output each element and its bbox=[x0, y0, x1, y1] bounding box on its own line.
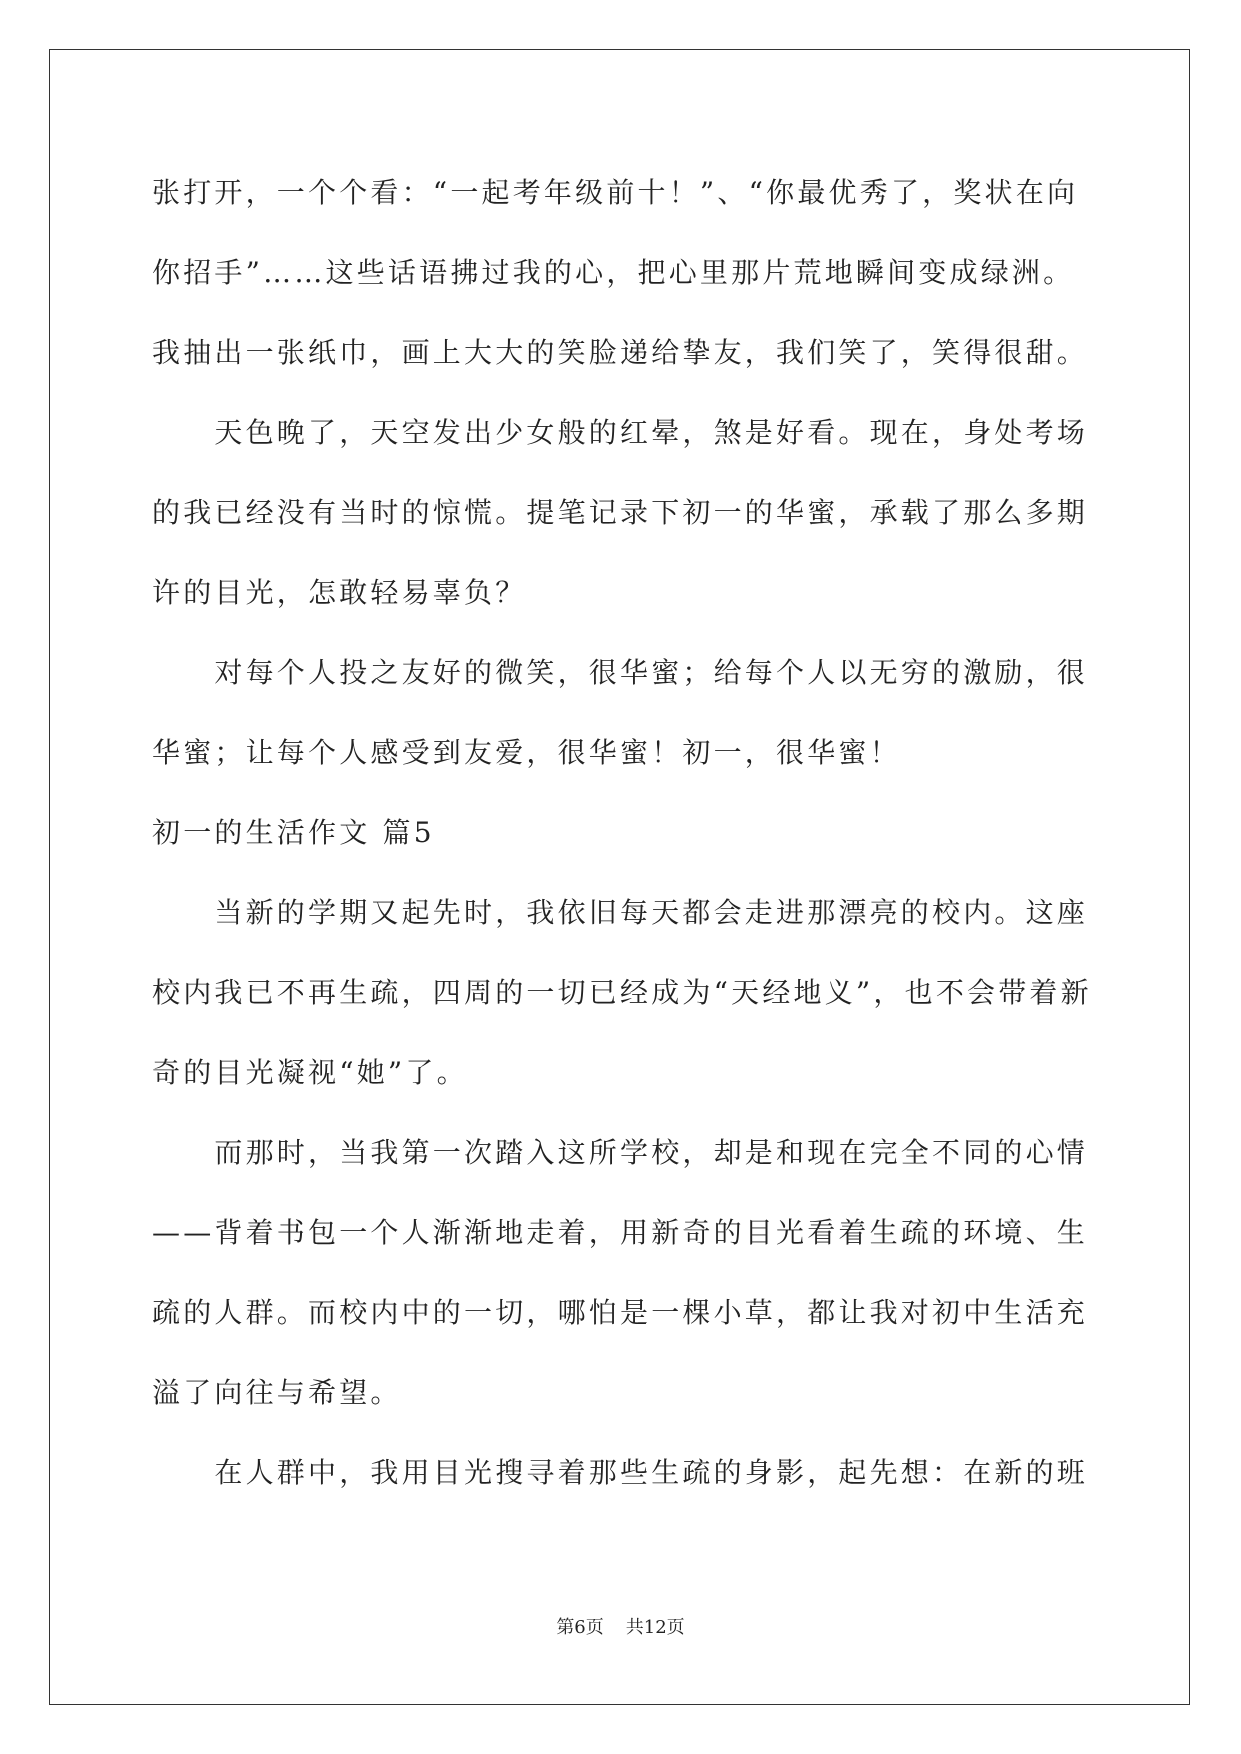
body-line-11: 校内我已不再生疏，四周的一切已经成为“天经地义”，也不会带着新 bbox=[152, 976, 1092, 1009]
body-line-3: 我抽出一张纸巾，画上大大的笑脸递给挚友，我们笑了，笑得很甜。 bbox=[152, 336, 1089, 369]
body-line-2: 你招手”……这些话语拂过我的心，把心里那片荒地瞬间变成绿洲。 bbox=[152, 256, 1075, 289]
body-line-16: 溢了向往与希望。 bbox=[152, 1376, 402, 1409]
body-line-4: 天色晚了，天空发出少女般的红晕，煞是好看。现在，身处考场 bbox=[152, 416, 1089, 449]
body-line-8: 华蜜；让每个人感受到友爱，很华蜜！初一，很华蜜！ bbox=[152, 736, 901, 769]
body-line-13: 而那时，当我第一次踏入这所学校，却是和现在完全不同的心情 bbox=[152, 1136, 1089, 1169]
body-line-7: 对每个人投之友好的微笑，很华蜜；给每个人以无穷的激励，很 bbox=[152, 656, 1089, 689]
page-number: 第6页 bbox=[556, 1617, 604, 1638]
page-footer bbox=[0, 1616, 1241, 1640]
body-line-6: 许的目光，怎敢轻易辜负？ bbox=[152, 576, 527, 609]
body-line-5: 的我已经没有当时的惊慌。提笔记录下初一的华蜜，承载了那么多期 bbox=[152, 496, 1089, 529]
body-line-17: 在人群中，我用目光搜寻着那些生疏的身影，起先想：在新的班 bbox=[152, 1456, 1089, 1489]
page-total: 共12页 bbox=[625, 1617, 685, 1638]
section-heading: 初一的生活作文 篇5 bbox=[152, 816, 435, 849]
body-line-14: ——背着书包一个人渐渐地走着，用新奇的目光看着生疏的环境、生 bbox=[152, 1216, 1089, 1249]
body-line-12: 奇的目光凝视“她”了。 bbox=[152, 1056, 468, 1089]
body-line-15: 疏的人群。而校内中的一切，哪怕是一棵小草，都让我对初中生活充 bbox=[152, 1296, 1089, 1329]
body-line-1: 张打开，一个个看：“一起考年级前十！”、“你最优秀了，奖状在向 bbox=[152, 176, 1079, 209]
body-line-10: 当新的学期又起先时，我依旧每天都会走进那漂亮的校内。这座 bbox=[152, 896, 1089, 929]
